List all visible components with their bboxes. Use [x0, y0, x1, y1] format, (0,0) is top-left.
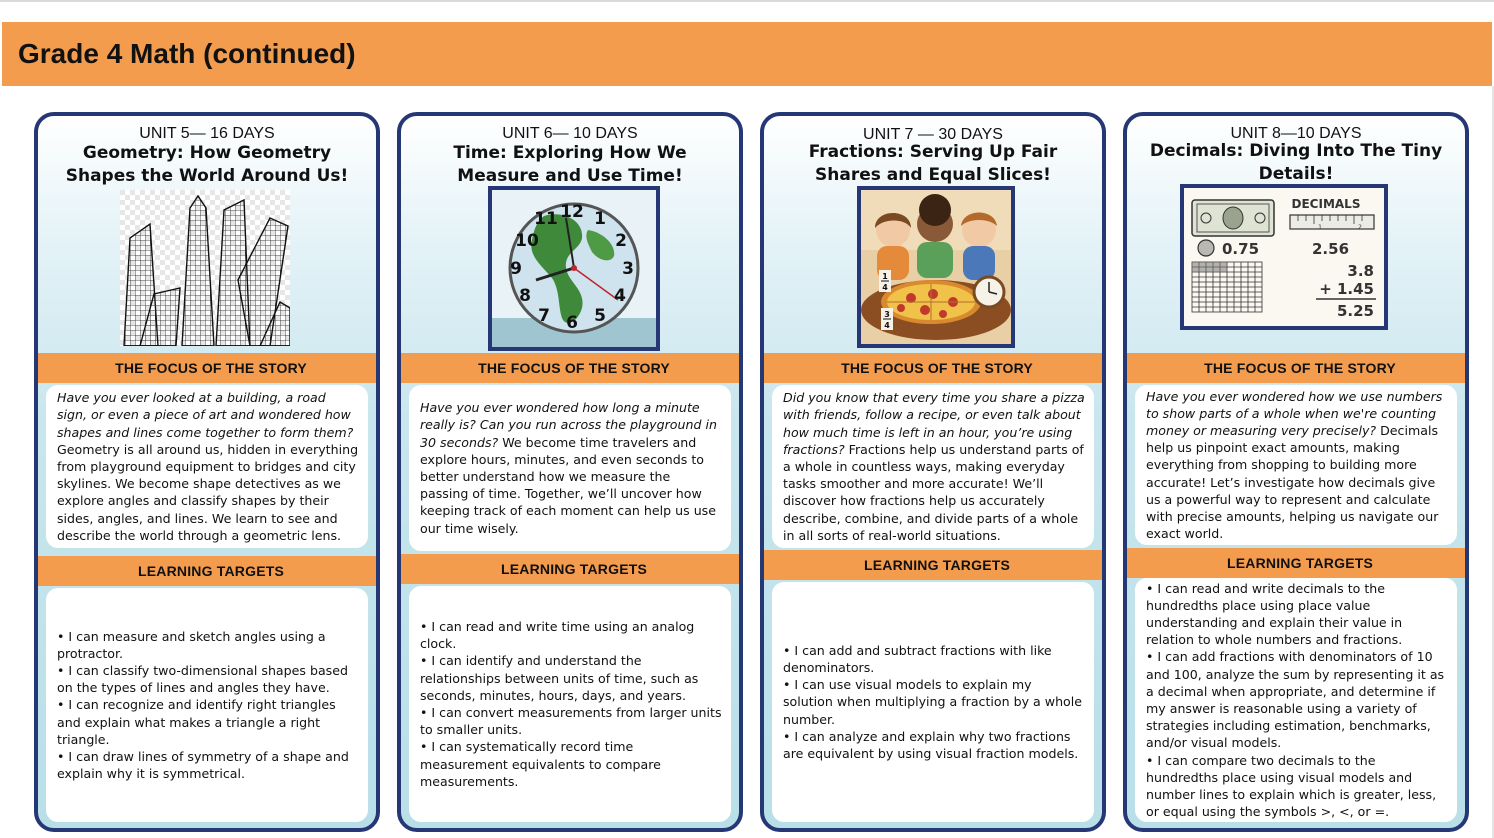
- story-text: Decimals help us pinpoint exact amounts, making everything from shopping to building more accurate! Let’s investigate how decimals give us a powerful way to represent and calculate with precise amounts, helping us navigate our exact world.: [1146, 423, 1439, 542]
- unit-title: Fractions: Serving Up Fair Shares and Equal Slices!: [808, 142, 1058, 185]
- story-paragraph: [420, 399, 722, 537]
- clock-number: 7: [538, 306, 550, 326]
- clock-number: 12: [560, 202, 584, 222]
- unit-heading: UNIT 8—10 DAYS: [1230, 125, 1362, 142]
- target-item: • I can use visual models to explain my solution when multiplying a fraction by a whole number.: [783, 677, 1083, 727]
- story-box: [409, 385, 731, 551]
- targets-box: [46, 588, 368, 822]
- clock-number: 9: [510, 259, 522, 279]
- clock-number: 1: [594, 209, 606, 229]
- clock-number: 8: [519, 286, 531, 306]
- story-text: Geometry is all around us, hidden in everything from playground equipment to bridges and city skylines. We become shape detectives as we explore angles and classify shapes by their sides, angles, and lines. We learn to see and describe the world through a geometric lens.: [57, 441, 359, 543]
- story-text: Fractions help us understand parts of a whole in countless ways, making everyday tasks smoother and more accurate! We’ll discover how fractions help us accurately describe, combine, and divide parts of a whole in all sorts of real-world situations.: [783, 441, 1084, 543]
- target-item: • I can analyze and explain why two fractions are equivalent by using visual fraction models.: [783, 728, 1079, 761]
- target-item: • I can systematically record time measurement equivalents to compare measurements.: [420, 739, 661, 789]
- target-item: • I can identify and understand the relationships between units of time, such as seconds, minutes, hours, days, and years.: [420, 653, 699, 703]
- focus-label: THE FOCUS OF THE STORY: [1123, 353, 1469, 383]
- targets-box: [1135, 578, 1457, 822]
- unit-title: Time: Exploring How We Measure and Use Time!: [453, 143, 687, 186]
- globe-clock-image: [488, 186, 660, 351]
- unit-heading: UNIT 6— 10 DAYS: [502, 125, 638, 142]
- clock-number: 6: [566, 313, 578, 333]
- targets-label: LEARNING TARGETS: [1123, 548, 1469, 578]
- target-item: • I can add and subtract fractions with like denominators.: [783, 642, 1052, 675]
- clock-icon: [492, 190, 656, 347]
- decimals-image: [1180, 184, 1388, 330]
- focus-label: THE FOCUS OF THE STORY: [397, 353, 743, 383]
- fraction-numerator: 3: [884, 310, 890, 319]
- story-box: [772, 385, 1094, 548]
- fraction-denominator: 4: [882, 283, 888, 292]
- story-paragraph: [57, 389, 359, 544]
- skyscrapers-icon: [120, 190, 290, 346]
- story-paragraph: [1146, 388, 1448, 543]
- target-item: • I can add fractions with denominators of 10 and 100, analyze the sum by representing it as a decimal when appropriate, and determine if my answer is reasonable using a variety of strategies including estimation, benchmarks, and/or visual models.: [1146, 649, 1445, 751]
- unit-card-6: [397, 112, 743, 832]
- target-item: • I can classify two-dimensional shapes based on the types of lines and angles they have.: [57, 662, 348, 696]
- clock-number: 10: [515, 231, 539, 251]
- target-item: • I can compare two decimals to the hundredths place using visual models and number lines to explain which is greater, less, or equal using the symbols >, <, or =.: [1146, 752, 1437, 820]
- focus-label: THE FOCUS OF THE STORY: [34, 353, 380, 383]
- unit-title: Geometry: How Geometry Shapes the World Around Us!: [65, 143, 349, 186]
- targets-label: LEARNING TARGETS: [34, 556, 380, 586]
- unit-heading: UNIT 5— 16 DAYS: [139, 125, 275, 142]
- page-header: [2, 22, 1492, 86]
- focus-label: THE FOCUS OF THE STORY: [760, 353, 1106, 383]
- fraction-numerator: 1: [882, 272, 888, 281]
- decimals-icon: [1184, 188, 1384, 326]
- clock-number: 11: [534, 209, 558, 229]
- target-item: • I can read and write decimals to the hundredths place using place value understanding and explain their value in relation to whole numbers and fractions.: [1146, 580, 1403, 648]
- unit-card-8: [1123, 112, 1469, 832]
- target-item: • I can draw lines of symmetry of a shape and explain why it is symmetrical.: [57, 749, 349, 782]
- skyscrapers-image: [120, 190, 290, 346]
- unit-heading: UNIT 7 — 30 DAYS: [863, 126, 1003, 143]
- target-item: • I can read and write time using an analog clock.: [420, 618, 695, 652]
- sum: 5.25: [1336, 302, 1374, 320]
- addend: + 1.45: [1319, 280, 1374, 298]
- unit-card-7: [760, 112, 1106, 832]
- story-question: Have you ever wondered how we use numbers to show parts of a whole when we're counting money or measuring very precisely?: [1146, 388, 1443, 438]
- targets-box: [772, 582, 1094, 822]
- story-box: [1135, 385, 1457, 545]
- targets-label: LEARNING TARGETS: [397, 554, 743, 584]
- ruler-label: 1: [1318, 224, 1322, 231]
- unit-title: Decimals: Diving Into The Tiny Details!: [1149, 141, 1443, 184]
- decimal-value: 2.56: [1312, 240, 1350, 258]
- clock-number: 4: [614, 286, 626, 306]
- coin-value: 0.75: [1222, 240, 1260, 258]
- addend: 3.8: [1347, 262, 1374, 280]
- clock-number: 3: [622, 259, 634, 279]
- target-item: • I can convert measurements from larger units to smaller units.: [420, 705, 722, 738]
- story-paragraph: [783, 389, 1085, 544]
- top-border: [0, 0, 1494, 2]
- clock-number: 2: [615, 231, 627, 251]
- pizza-icon: [861, 190, 1011, 344]
- target-item: • I can recognize and identify right triangles and explain what makes a triangle a right triangle.: [57, 697, 336, 747]
- story-question: Did you know that every time you share a pizza with friends, follow a recipe, or even talk about how much time is left in an hour, you’re using fractions?: [783, 390, 1085, 457]
- story-box: [46, 385, 368, 548]
- fraction-denominator: 4: [884, 321, 890, 330]
- target-item: • I can measure and sketch angles using a protractor.: [57, 628, 326, 661]
- story-question: Have you ever looked at a building, a road sign, or even a piece of art and wondered how shapes and lines come together to form them?: [57, 390, 354, 440]
- decimals-heading: DECIMALS: [1291, 197, 1361, 211]
- targets-label: LEARNING TARGETS: [760, 550, 1106, 580]
- pizza-sharing-image: [857, 186, 1015, 348]
- story-text: We become time travelers and explore hours, minutes, and even seconds to better understand how we measure the passing of time. Together, we’ll uncover how keeping track of each moment can help us use our time wisely.: [420, 434, 716, 536]
- ruler-label: 2: [1358, 224, 1362, 231]
- page-title: Grade 4 Math (continued): [18, 38, 356, 69]
- clock-number: 5: [594, 306, 606, 326]
- unit-card-5: [34, 112, 380, 832]
- targets-box: [409, 586, 731, 822]
- story-question: Have you ever wondered how long a minute really is? Can you run across the playground in 30 seconds?: [420, 400, 717, 450]
